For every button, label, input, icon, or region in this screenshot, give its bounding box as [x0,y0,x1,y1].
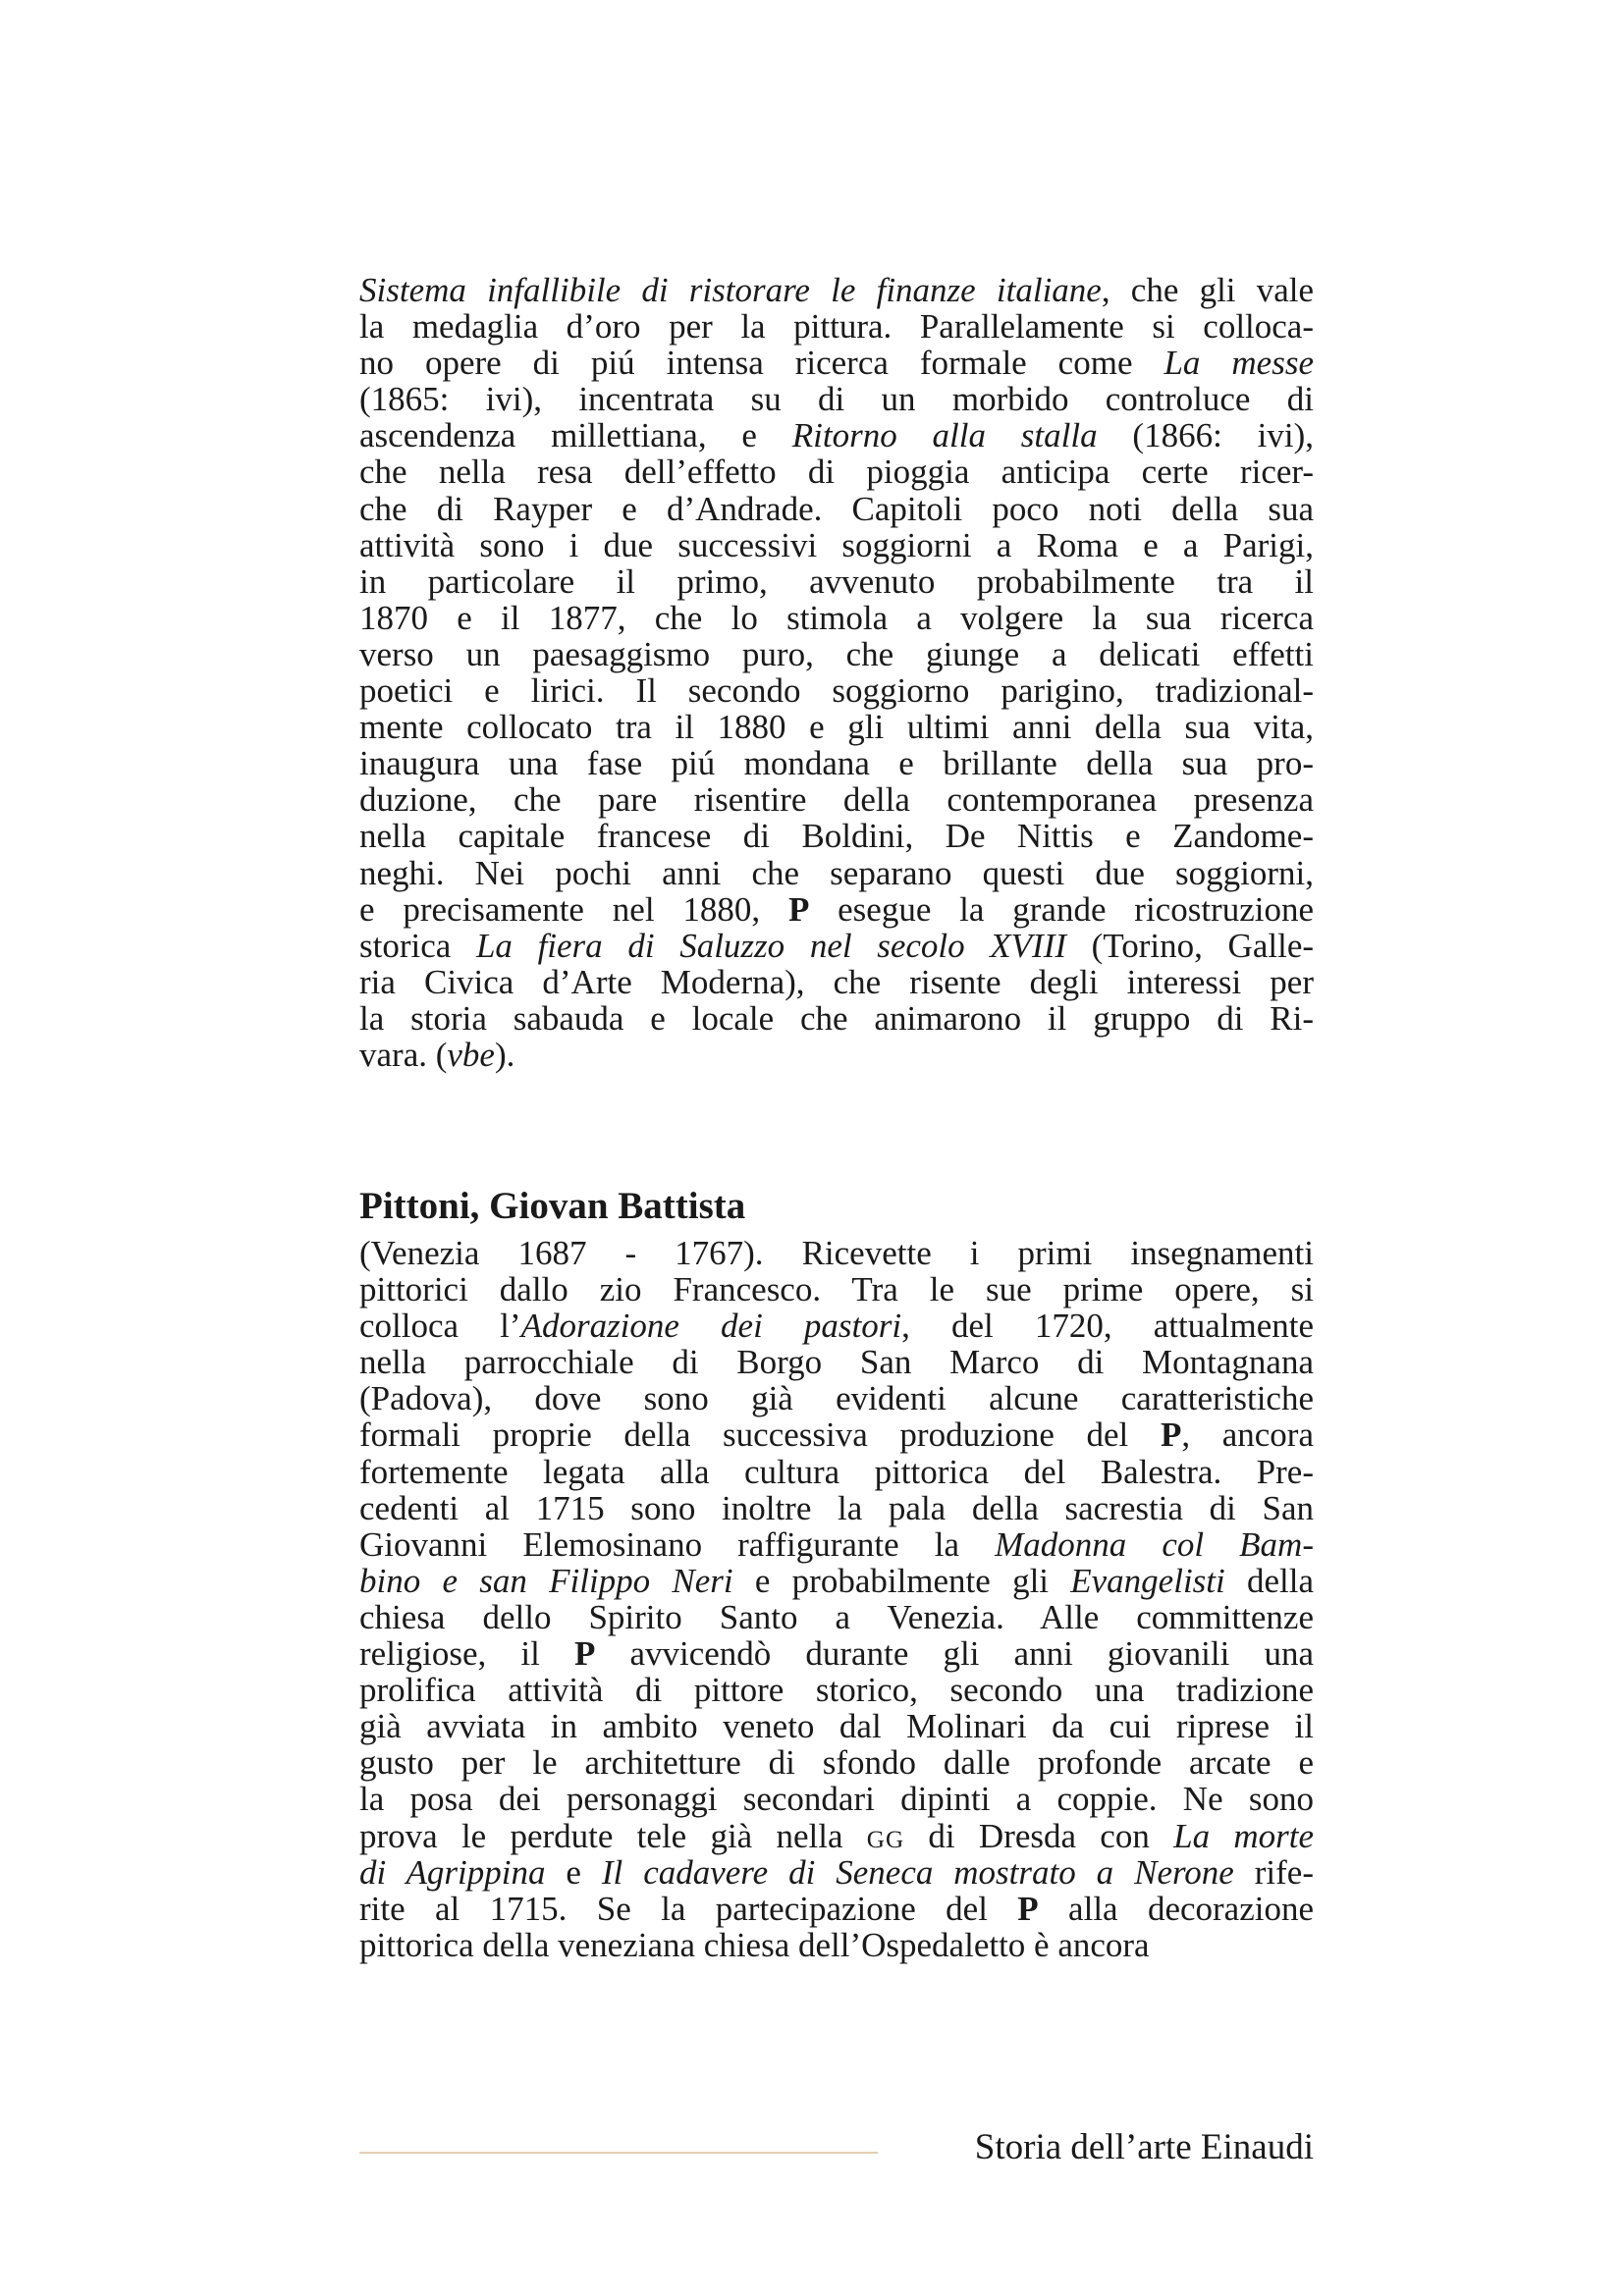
text-line [359,308,1314,345]
italic-title: Evangelisti [1070,1561,1225,1600]
text-run: già avviata in ambito veneto dal Molinari da cui riprese il [359,1707,1314,1746]
text-line [359,600,1314,636]
text-run: duzione, che pare risentire della contemporanea presenza [359,780,1314,820]
text-line [359,563,1314,600]
text-run: , che gli vale [1101,271,1315,309]
text-run: (1865: ivi), incentrata su di un morbido controluce di [359,380,1314,419]
text-run: inaugura una fase piú mondana e brillante della sua pro- [359,744,1314,783]
bold-abbrev: P [1160,1415,1182,1455]
text-line [359,709,1314,745]
text-run: e precisamente nel 1880, [359,889,788,929]
text-line [359,381,1314,417]
text-line [359,272,1314,308]
text-run: (Venezia 1687 - 1767). Ricevette i primi insegnamenti [359,1234,1314,1272]
text-run: che nella resa dell’effetto di pioggia anticipa certe ricer- [359,453,1314,492]
italic-title: La morte [1173,1816,1314,1855]
text-run: (1866: ivi), [1097,416,1314,455]
text-run: la posa dei personaggi secondari dipinti a coppie. Ne sono [359,1780,1314,1819]
italic-title: di Agrippina [359,1852,546,1892]
text-line [359,345,1314,381]
text-run: in particolare il primo, avvenuto probabilmente tra il [359,561,1314,601]
text-line [359,891,1314,928]
text-line [359,1854,1314,1891]
text-run: ascendenza millettiana, e [359,416,792,455]
text-run: nella capitale francese di Boldini, De Nittis e Zandome- [359,817,1314,856]
bold-abbrev: P [1017,1889,1039,1928]
text-run: attività sono i due successivi soggiorni a Roma e a Parigi, [359,525,1314,564]
text-run: vara. ( [359,1035,448,1074]
text-run: formali proprie della successiva produzione del [359,1415,1161,1455]
text-line [359,1672,1314,1708]
text-run: mente collocato tra il 1880 e gli ultimi anni della sua vita, [359,708,1314,747]
text-line [359,491,1314,527]
text-line [359,745,1314,781]
text-run: pittorica della veneziana chiesa dell’Ospedaletto è ancora [359,1925,1150,1964]
text-run: della [1224,1561,1314,1600]
text-line [359,1037,1314,1073]
text-line [359,855,1314,891]
text-run: cedenti al 1715 sono inoltre la pala della sacrestia di San [359,1488,1314,1527]
text-run: (Torino, Galle- [1066,926,1315,965]
text-run: rife- [1233,1852,1314,1892]
italic-title: La messe [1163,344,1314,383]
text-run: rite al 1715. Se la partecipazione del [359,1889,1018,1928]
footer-rule [359,2152,878,2154]
text-run: , del 1720, attualmente [901,1307,1314,1346]
text-line [359,1271,1314,1308]
text-run: esegue la grande ricostruzione [809,889,1315,929]
text-run: poetici e lirici. Il secondo soggiorno parigino, tradizional- [359,671,1314,711]
text-line [359,964,1314,1000]
text-line [359,928,1314,964]
text-line [359,1380,1314,1416]
italic-title: Madonna col Bam- [995,1524,1314,1564]
text-run: GG [866,1826,905,1853]
text-run: nella parrocchiale di Borgo San Marco di Montagnana [359,1343,1314,1382]
text-line [359,672,1314,709]
text-line [359,1235,1314,1271]
text-line [359,1308,1314,1344]
text-line [359,1927,1314,1963]
text-run: la storia sabauda e locale che animarono il gruppo di Ri- [359,998,1314,1038]
italic-title: La fiera di Saluzzo nel secolo XVIII [475,926,1067,965]
text-line [359,1526,1314,1563]
italic-title: Ritorno alla stalla [791,416,1098,455]
italic-title: Adorazione dei pastori [520,1307,902,1346]
text-run: colloca l’ [359,1307,521,1346]
bold-abbrev: P [787,889,810,929]
text-run: la medaglia d’oro per la pittura. Parallelamente si colloca- [359,307,1314,347]
text-run: e [545,1852,602,1892]
text-line [359,818,1314,854]
text-line [359,527,1314,563]
italic-title: vbe [447,1035,495,1074]
text-run: , ancora [1181,1415,1314,1455]
text-line [359,1416,1314,1453]
text-line [359,1891,1314,1927]
text-run: prolifica attività di pittore storico, secondo una tradizione [359,1671,1314,1710]
text-line [359,781,1314,818]
text-run: religiose, il [359,1634,574,1674]
text-run: neghi. Nei pochi anni che separano questi due soggiorni, [359,853,1314,892]
text-run: e probabilmente gli [732,1561,1071,1600]
italic-title: bino e san Filippo Neri [359,1561,733,1600]
text-run: verso un paesaggismo puro, che giunge a delicati effetti [359,634,1314,673]
text-run: prova le perdute tele già nella [359,1816,867,1855]
text-run: gusto per le architetture di sfondo dalle profonde arcate e [359,1743,1314,1783]
italic-title: Sistema infallibile di ristorare le finanze italiane [359,271,1102,309]
text-line [359,636,1314,672]
text-run: (Padova), dove sono già evidenti alcune caratteristiche [359,1379,1314,1418]
entry-heading: Pittoni, Giovan Battista [359,1185,746,1227]
text-run: avvicendò durante gli anni giovanili una [595,1634,1314,1674]
text-run: ). [494,1035,515,1074]
text-line [359,1490,1314,1526]
text-run: ria Civica d’Arte Moderna), che risente degli interessi per [359,962,1314,1001]
text-line [359,1599,1314,1635]
text-run: alla decorazione [1038,1889,1314,1928]
text-run: di Dresda con [904,1816,1174,1855]
text-line [359,1563,1314,1599]
text-run: storica [359,926,476,965]
footer-title: Storia dell’arte Einaudi [974,2127,1314,2167]
text-line [359,1818,1314,1854]
text-line [359,417,1314,454]
text-run: no opere di piú intensa ricerca formale come [359,344,1164,383]
paragraph-entry-body [359,1235,1314,1963]
text-line [359,1000,1314,1037]
text-line [359,1781,1314,1817]
text-run: fortemente legata alla cultura pittorica del Balestra. Pre- [359,1452,1314,1491]
text-line [359,1344,1314,1380]
text-run: 1870 e il 1877, che lo stimola a volgere la sua ricerca [359,598,1314,637]
text-run: che di Rayper e d’Andrade. Capitoli poco noti della sua [359,489,1314,528]
text-line [359,1635,1314,1672]
text-line [359,1708,1314,1744]
text-run: pittorici dallo zio Francesco. Tra le sue prime opere, si [359,1270,1314,1309]
text-run: chiesa dello Spirito Santo a Venezia. Alle committenze [359,1597,1314,1636]
text-run: Giovanni Elemosinano raffigurante la [359,1524,996,1564]
bold-abbrev: P [573,1634,596,1674]
text-line [359,454,1314,490]
italic-title: Il cadavere di Seneca mostrato a Nerone [601,1852,1234,1892]
text-line [359,1454,1314,1490]
paragraph-intro [359,272,1314,1073]
text-line [359,1744,1314,1781]
